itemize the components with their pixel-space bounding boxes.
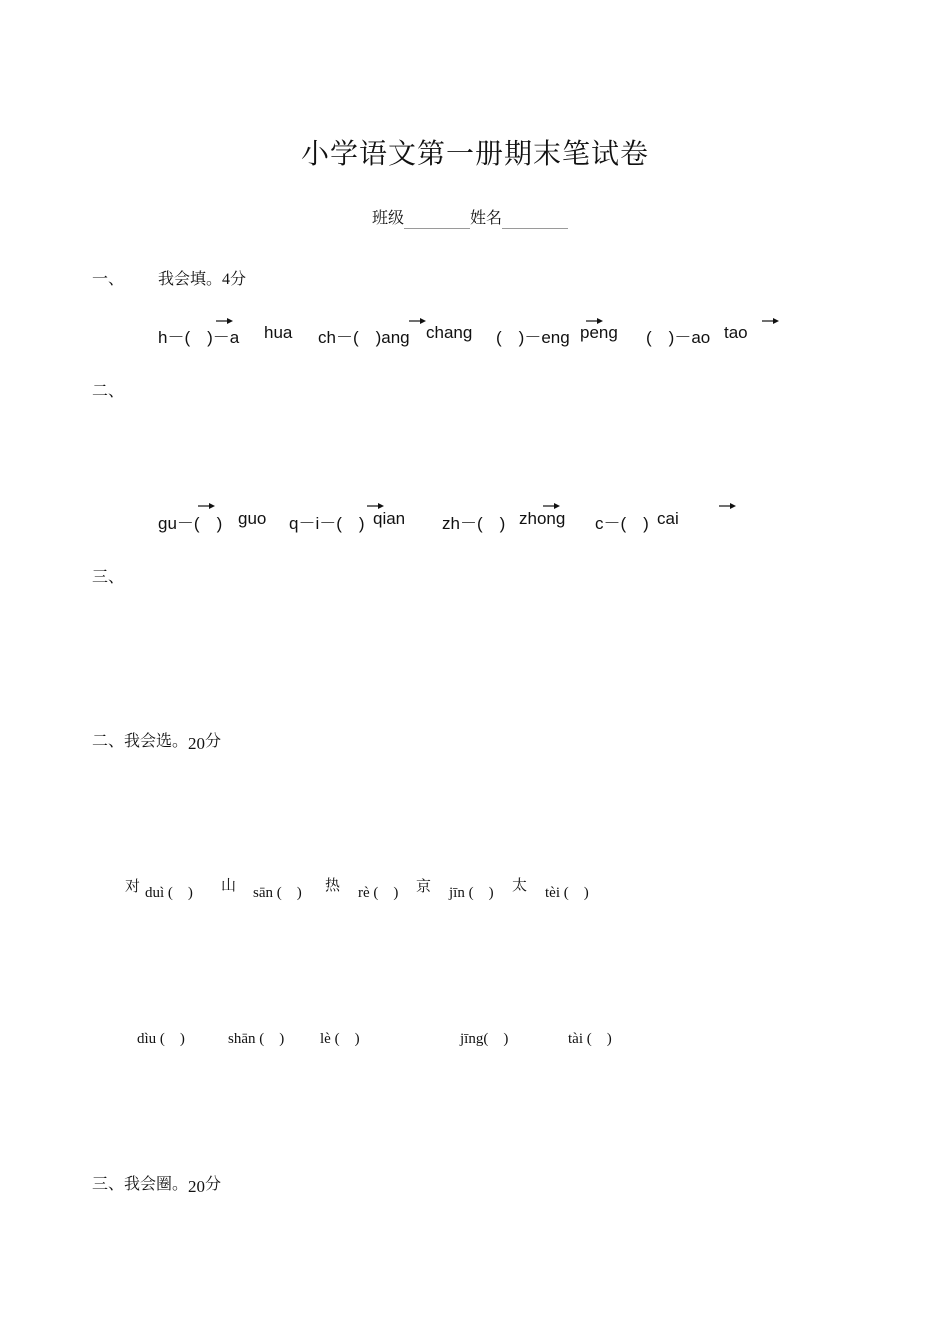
arrow-icon bbox=[367, 502, 384, 510]
pinyin-option[interactable]: dìu ( ) bbox=[137, 1031, 185, 1047]
answer-item: cai bbox=[657, 509, 679, 528]
choice-row-1 bbox=[0, 872, 950, 902]
pinyin-option[interactable]: duì ( ) bbox=[145, 885, 193, 901]
pinyin-option[interactable]: tèi ( ) bbox=[545, 885, 589, 901]
blank-item[interactable]: gu－( ) bbox=[158, 514, 223, 533]
blank-item[interactable]: h－( )－a bbox=[158, 328, 240, 347]
subsection-3-number: 三、 bbox=[92, 569, 125, 586]
answer-item: tao bbox=[724, 323, 748, 342]
section2-score: 20 bbox=[188, 734, 206, 753]
pinyin-option[interactable]: jīn ( ) bbox=[449, 885, 494, 901]
arrow-icon bbox=[198, 502, 215, 510]
student-info bbox=[372, 205, 568, 231]
arrow-icon bbox=[216, 317, 233, 325]
spelling-row-1 bbox=[0, 323, 950, 347]
blank-item[interactable]: ( )－eng bbox=[496, 328, 570, 347]
answer-item: peng bbox=[580, 323, 618, 342]
arrow-icon bbox=[719, 502, 736, 510]
section3-score: 20 bbox=[188, 1177, 206, 1196]
section2-heading bbox=[92, 728, 221, 754]
arrow-icon bbox=[762, 317, 779, 325]
pinyin-option[interactable]: tài ( ) bbox=[568, 1031, 612, 1047]
subsection-2-number: 二、 bbox=[92, 383, 125, 400]
pinyin-option[interactable]: shān ( ) bbox=[228, 1031, 285, 1047]
hanzi-char: 对 bbox=[125, 879, 141, 895]
section3-score-unit: 分 bbox=[205, 1176, 222, 1193]
section2-score-unit: 分 bbox=[205, 733, 222, 750]
section1-title: 我会填。4分 bbox=[158, 271, 247, 288]
answer-item: hua bbox=[264, 323, 293, 342]
hanzi-char: 京 bbox=[416, 879, 432, 895]
answer-item: qian bbox=[373, 509, 406, 528]
answer-item: guo bbox=[238, 509, 267, 528]
class-blank[interactable]: ＿＿＿＿＿＿ bbox=[404, 218, 471, 230]
answer-item: zhong bbox=[519, 509, 566, 528]
blank-item[interactable]: c－( ) bbox=[595, 514, 649, 533]
hanzi-char: 太 bbox=[512, 878, 528, 894]
arrow-icon bbox=[543, 502, 560, 510]
arrow-icon bbox=[409, 317, 426, 325]
pinyin-option[interactable]: lè ( ) bbox=[320, 1031, 360, 1047]
class-label: 班级 bbox=[372, 210, 405, 227]
section3-title: 三、我会圈。 bbox=[92, 1176, 189, 1193]
name-blank[interactable]: ＿＿＿＿＿＿ bbox=[502, 218, 569, 230]
section3-heading bbox=[92, 1171, 221, 1197]
blank-item[interactable]: q－i－( ) bbox=[289, 514, 365, 533]
hanzi-char: 山 bbox=[221, 878, 237, 894]
arrow-icon bbox=[586, 317, 603, 325]
pinyin-option[interactable]: sān ( ) bbox=[253, 885, 302, 901]
hanzi-char: 热 bbox=[325, 878, 341, 894]
blank-item[interactable]: zh－( ) bbox=[442, 514, 506, 533]
page-title: 小学语文第一册期末笔试卷 bbox=[300, 139, 649, 170]
answer-item: chang bbox=[426, 323, 473, 342]
blank-item[interactable]: ch－( )ang bbox=[318, 328, 410, 347]
section1-number: 一、 bbox=[92, 271, 125, 288]
choice-row-2 bbox=[0, 1027, 950, 1051]
spelling-row-2 bbox=[0, 509, 950, 533]
pinyin-option[interactable]: jīng( ) bbox=[460, 1031, 509, 1047]
pinyin-option[interactable]: rè ( ) bbox=[358, 885, 399, 901]
section2-title: 二、我会选。 bbox=[92, 733, 189, 750]
blank-item[interactable]: ( )－ao bbox=[646, 328, 711, 347]
name-label: 姓名 bbox=[470, 210, 503, 227]
